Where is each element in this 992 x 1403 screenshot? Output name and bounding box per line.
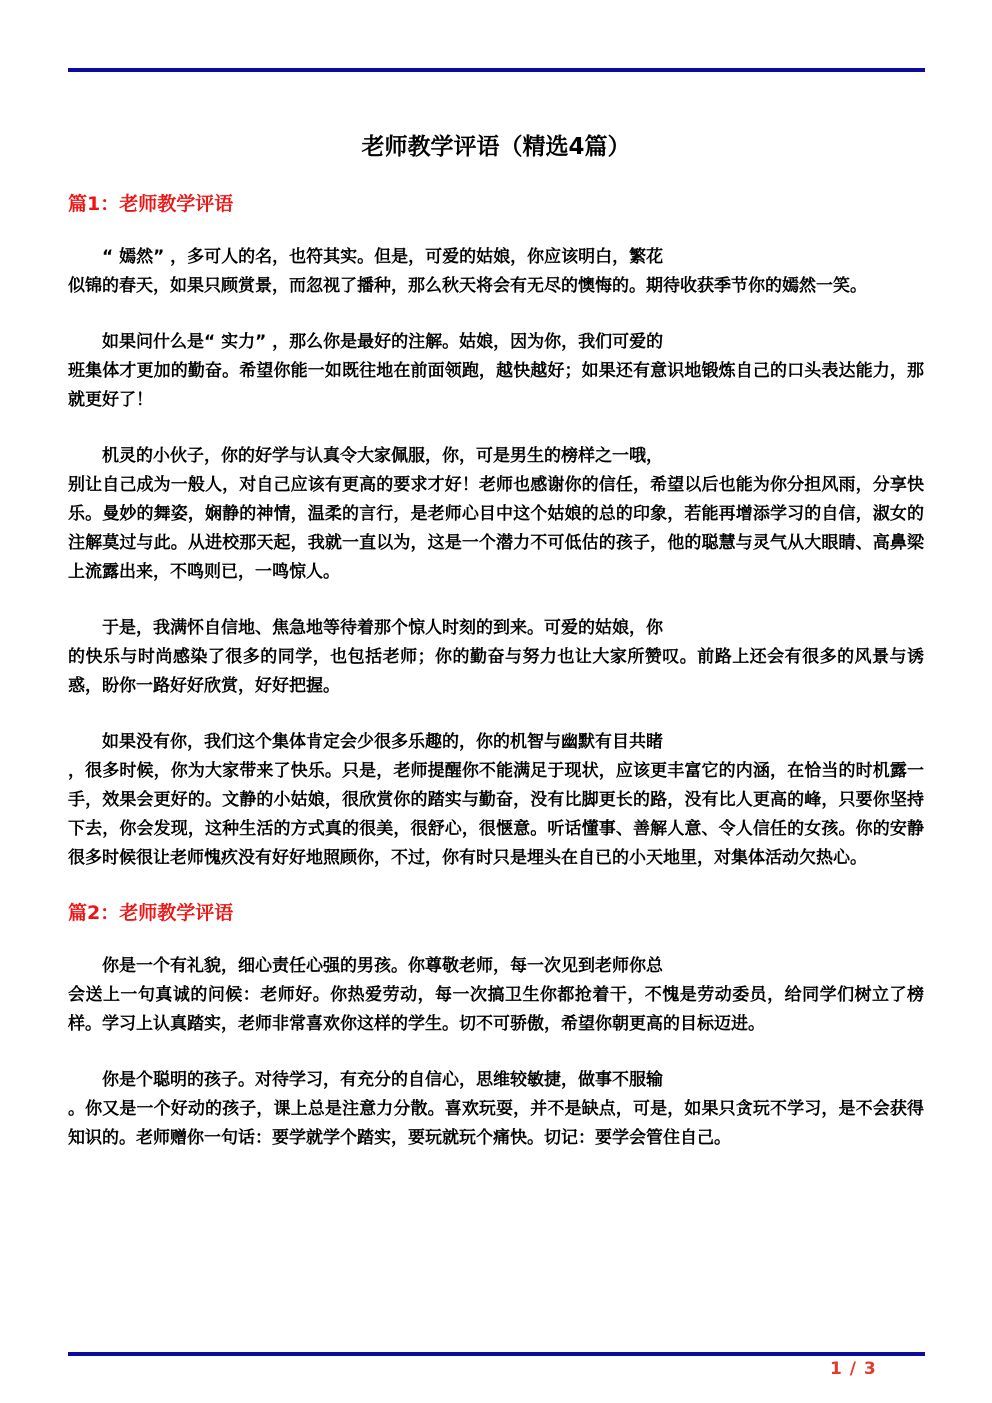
document-content [68, 130, 924, 1180]
paragraph [68, 1066, 924, 1153]
page-number: 1 / 3 [830, 1359, 877, 1379]
footer-rule [68, 1352, 925, 1356]
paragraph [68, 328, 924, 415]
paragraph-lead-line: 如果问什么是“ 实力” ，那么你是最好的注解。姑娘，因为你，我们可爱的 [102, 332, 664, 352]
section-2-heading: 篇2：老师教学评语 [68, 902, 234, 924]
paragraph [68, 243, 924, 301]
paragraph [68, 952, 924, 1039]
header-rule [68, 68, 925, 72]
paragraph-body: ，很多时候，你为大家带来了快乐。只是，老师提醒你不能满足于现状，应该更丰富它的内涵，在恰当的时机露一手，效果会更好的。文静的小姑娘，很欣赏你的踏实与勤奋，没有比脚更长的路，没有比人更高的峰，只要你坚持下去，你会发现，这种生活的方式真的很美，很舒心，很惬意。听话懂事、善解人意、令人信任的女孩。你的安静很多时候很让老师愧疚没有好好地照顾你，不过，你有时只是埋头在自已的小天地里，对集体活动欠热心。 [68, 761, 924, 868]
paragraph-body: 别让自己成为一般人，对自己应该有更高的要求才好！老师也感谢你的信任，希望以后也能为你分担风雨，分享快乐。曼妙的舞姿，娴静的神情，温柔的言行，是老师心目中这个姑娘的总的印象，若能再增添学习的自信，淑女的注解莫过与此。从进校那天起，我就一直以为，这是一个潜力不可低估的孩子，他的聪慧与灵气从大眼睛、高鼻梁上流露出来，不鸣则已，一鸣惊人。 [68, 475, 924, 582]
paragraph-lead-line: 你是个聪明的孩子。对待学习，有充分的自信心，思维较敏捷，做事不服输 [102, 1070, 663, 1090]
section-1-heading: 篇1：老师教学评语 [68, 193, 234, 215]
paragraph-lead-line: 于是，我满怀自信地、焦急地等待着那个惊人时刻的到来。可爱的姑娘，你 [102, 618, 663, 638]
paragraph-body: 班集体才更加的勤奋。希望你能一如既往地在前面领跑，越快越好；如果还有意识地锻炼自己的口头表达能力，那就更好了！ [68, 361, 924, 410]
paragraph-lead-line: 机灵的小伙子，你的好学与认真令大家佩服，你，可是男生的榜样之一哦， [102, 446, 663, 466]
paragraph [68, 442, 924, 587]
paragraph [68, 614, 924, 701]
paragraph-lead-line: 如果没有你，我们这个集体肯定会少很多乐趣的，你的机智与幽默有目共睹 [102, 732, 663, 752]
paragraph-body: 的快乐与时尚感染了很多的同学，也包括老师；你的勤奋与努力也让大家所赞叹。前路上还会有很多的风景与诱惑，盼你一路好好欣赏，好好把握。 [68, 647, 924, 696]
paragraph [68, 728, 924, 873]
document-title: 老师教学评语（精选4篇） [361, 134, 631, 160]
paragraph-lead-line: 你是一个有礼貌，细心责任心强的男孩。你尊敬老师，每一次见到老师你总 [102, 956, 663, 976]
paragraph-body: 似锦的春天，如果只顾赏景，而忽视了播种，那么秋天将会有无尽的懊悔的。期待收获季节你的嫣然一笑。 [68, 276, 867, 296]
paragraph-body: 会送上一句真诚的问候：老师好。你热爱劳动，每一次搞卫生你都抢着干，不愧是劳动委员，给同学们树立了榜样。学习上认真踏实，老师非常喜欢你这样的学生。切不可骄傲，希望你朝更高的目标迈进。 [68, 985, 924, 1034]
paragraph-body: 。你又是一个好动的孩子，课上总是注意力分散。喜欢玩耍，并不是缺点，可是，如果只贪玩不学习，是不会获得知识的。老师赠你一句话：要学就学个踏实，要玩就玩个痛快。切记：要学会管住自己。 [68, 1099, 924, 1148]
paragraph-lead-line: “ 嫣然” ，多可人的名，也符其实。但是，可爱的姑娘，你应该明白，繁花 [102, 247, 664, 267]
